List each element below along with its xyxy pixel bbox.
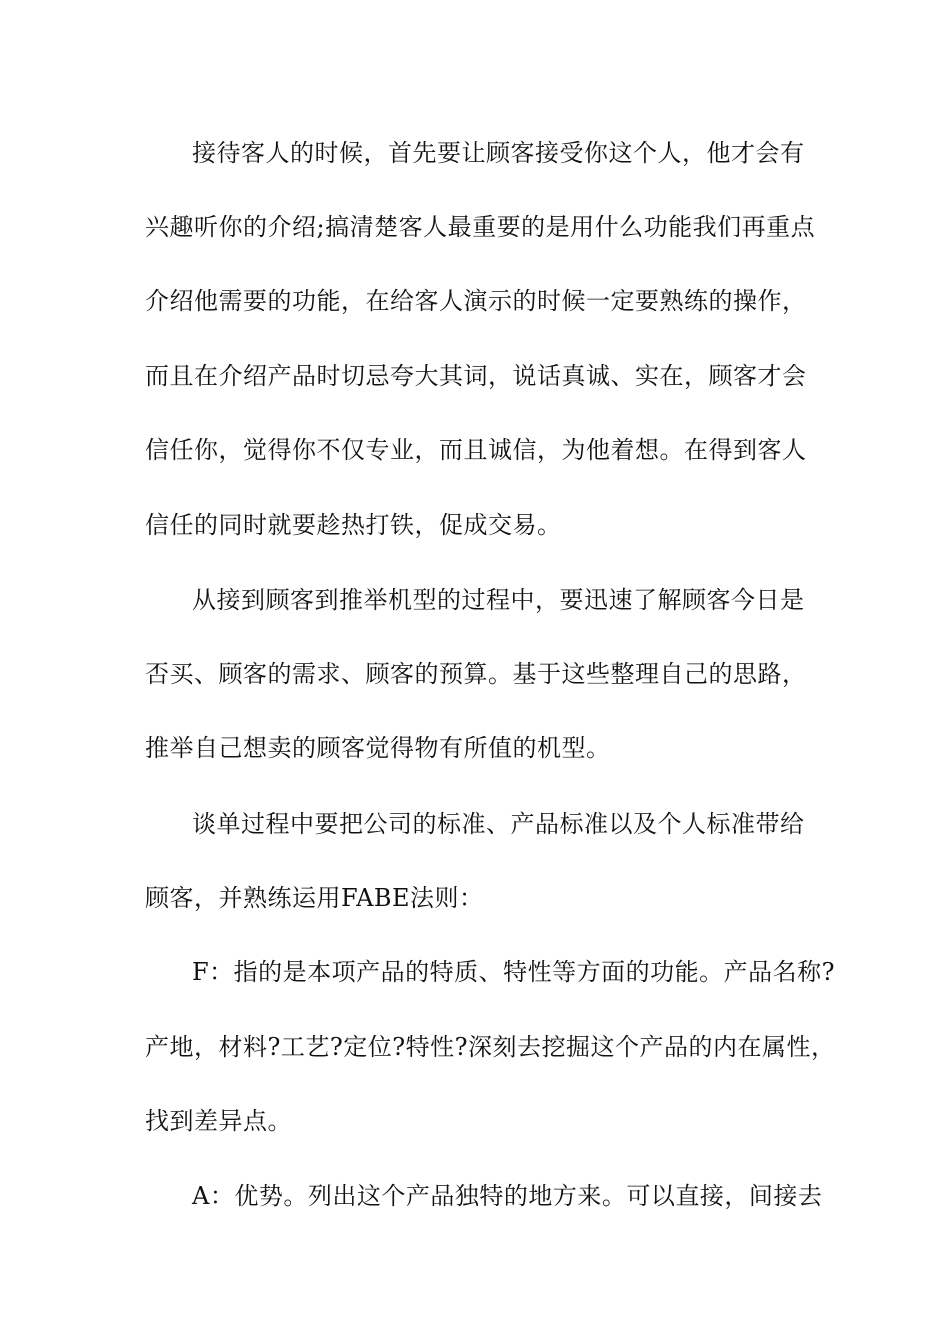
paragraph-1-line-3: 介绍他需要的功能，在给客人演示的时候一定要熟练的操作， <box>145 287 807 315</box>
paragraph-2-line-3: 推举自己想卖的顾客觉得物有所值的机型。 <box>145 734 611 762</box>
paragraph-1-line-5: 信任你，觉得你不仅专业，而且诚信，为他着想。在得到客人 <box>145 436 807 464</box>
paragraph-4-line-2: 产地，材料?工艺?定位?特性?深刻去挖掘这个产品的内在属性， <box>145 1033 836 1061</box>
paragraph-2-line-1: 从接到顾客到推举机型的过程中，要迅速了解顾客今日是 <box>192 586 805 614</box>
paragraph-1-line-4: 而且在介绍产品时切忌夸大其词，说话真诚、实在，顾客才会 <box>145 362 807 390</box>
paragraph-5-line-1: A：优势。列出这个产品独特的地方来。可以直接，间接去 <box>192 1182 823 1210</box>
paragraph-3-line-1: 谈单过程中要把公司的标准、产品标准以及个人标准带给 <box>192 810 805 838</box>
paragraph-4-line-1: F：指的是本项产品的特质、特性等方面的功能。产品名称? <box>192 958 836 986</box>
paragraph-4-line-3: 找到差异点。 <box>145 1107 292 1135</box>
paragraph-3-line-2: 顾客，并熟练运用FABE法则： <box>145 884 484 912</box>
paragraph-2-line-2: 否买、顾客的需求、顾客的预算。基于这些整理自己的思路， <box>145 660 807 688</box>
paragraph-1-line-1: 接待客人的时候，首先要让顾客接受你这个人，他才会有 <box>192 139 805 167</box>
paragraph-1-line-6: 信任的同时就要趁热打铁，促成交易。 <box>145 511 562 539</box>
paragraph-1-line-2: 兴趣听你的介绍;搞清楚客人最重要的是用什么功能我们再重点 <box>145 213 816 241</box>
